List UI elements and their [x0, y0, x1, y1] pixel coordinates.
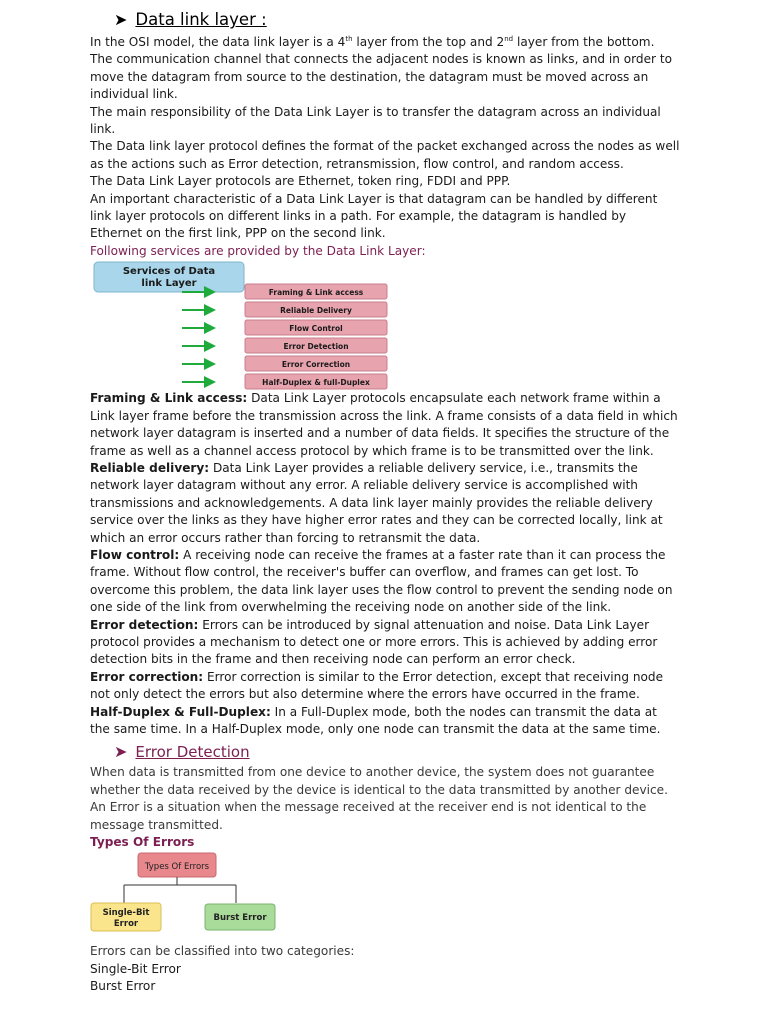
single-bit-error-label-line2: Error: [113, 919, 139, 930]
paragraph-protocol-list: The Data Link Layer protocols are Ethernet, token ring, FDDI and PPP.: [90, 174, 511, 189]
section-heading-error-detection: [114, 740, 680, 764]
paragraph-osi: In the OSI model, the data link layer is a 4th layer from the top and 2nd layer from the bottom.: [90, 34, 655, 49]
section-heading: [114, 6, 680, 34]
service-box-label-reliable-delivery: Reliable Delivery: [280, 306, 352, 316]
service-error-detection: Error detection: Errors can be introduced by signal attenuation and noise. Data Link Layer protocol provides a mechanism to detect one or more errors. This is achieved by adding error detection bits in the frame and then receiving node can perform an error check.: [90, 617, 658, 667]
service-box-label-error-detection: Error Detection: [283, 342, 349, 352]
error-category-burst: Burst Error: [90, 979, 156, 994]
services-header-line2: link Layer: [141, 278, 197, 290]
single-bit-error-label-line1: Single-Bit: [102, 908, 150, 919]
service-box-label-framing: Framing & Link access: [268, 288, 364, 298]
burst-error-label: Burst Error: [213, 913, 267, 924]
services-intro: Following services are provided by the Data Link Layer:: [90, 243, 426, 258]
error-detection-intro: When data is transmitted from one device to another device, the system does not guarantee whether the data received by the device is identical to the data transmitted by another device. An Error is a situation when the message received at the receiver end is not identical to the message transmitted.: [90, 765, 668, 832]
error-types-root-label: Types Of Errors: [144, 862, 210, 873]
error-classification: Errors can be classified into two categories:: [90, 944, 355, 959]
types-of-errors-heading: Types Of Errors: [90, 835, 195, 850]
paragraph-protocol: The Data link layer protocol defines the format of the packet exchanged across the nodes as well as the actions such as Error detection, retransmission, flow control, and random access.: [90, 139, 680, 171]
arrow-bullet-icon: ➤: [114, 742, 128, 762]
service-box-label-duplex: Half-Duplex & full-Duplex: [262, 378, 370, 388]
service-reliable-delivery: Reliable delivery: Data Link Layer provides a reliable delivery service, i.e., transmits the network layer datagram without any error. A reliable delivery service is accomplished with transmissions and acknowledgements. A data link layer mainly provides the reliable delivery service over the links as they have higher error rates and they can be corrected locally, link at which an error occurs rather than forcing to retransmit the data.: [90, 460, 663, 545]
services-descriptions: [90, 390, 680, 738]
services-item-list: [182, 284, 387, 389]
error-types-diagram: [90, 851, 290, 943]
arrow-bullet-icon: ➤: [114, 10, 128, 29]
services-header-line1: Services of Data: [122, 266, 216, 278]
service-box-label-flow-control: Flow Control: [289, 324, 343, 334]
document-page: [90, 0, 680, 996]
paragraph-responsibility: The main responsibility of the Data Link Layer is to transfer the datagram across an individual link.: [90, 104, 661, 137]
services-diagram: [90, 260, 400, 390]
section-title-error-detection: Error Detection: [135, 742, 250, 761]
service-error-correction: Error correction: Error correction is similar to the Error detection, except that receiving node not only detect the errors but also determine where the errors have occurred in the frame.: [90, 669, 664, 702]
section-title: Data link layer :: [135, 10, 267, 30]
error-category-single-bit: Single-Bit Error: [90, 961, 181, 976]
service-duplex: Half-Duplex & Full-Duplex: In a Full-Duplex mode, both the nodes can transmit the data at the same time. In a Half-Duplex mode, only one node can transmit the data at the same time.: [90, 704, 661, 736]
service-framing: Framing & Link access: Data Link Layer protocols encapsulate each network frame within a Link layer frame before the transmission across the link. A frame consists of a data field in which network layer datagram is inserted and a number of data fields. It specifies the structure of the frame as well as a channel access protocol by which frame is to be transmitted over the link.: [90, 391, 678, 458]
paragraph-characteristic: An important characteristic of a Data Link Layer is that datagram can be handled by different link layer protocols on different links in a path. For example, the datagram is handled by Ethernet on the first link, PPP on the second link.: [90, 191, 658, 241]
service-box-label-error-correction: Error Correction: [281, 360, 351, 370]
paragraph-links: The communication channel that connects the adjacent nodes is known as links, and in order to move the datagram from source to the destination, the datagram must be moved across an individual link.: [90, 52, 672, 102]
service-flow-control: Flow control: A receiving node can receive the frames at a faster rate than it can process the frame. Without flow control, the receiver's buffer can overflow, and frames can get lost. To overcome this problem, the data link layer uses the flow control to prevent the sending node on one side of the link from overwhelming the receiving node on another side of the link.: [90, 547, 673, 615]
